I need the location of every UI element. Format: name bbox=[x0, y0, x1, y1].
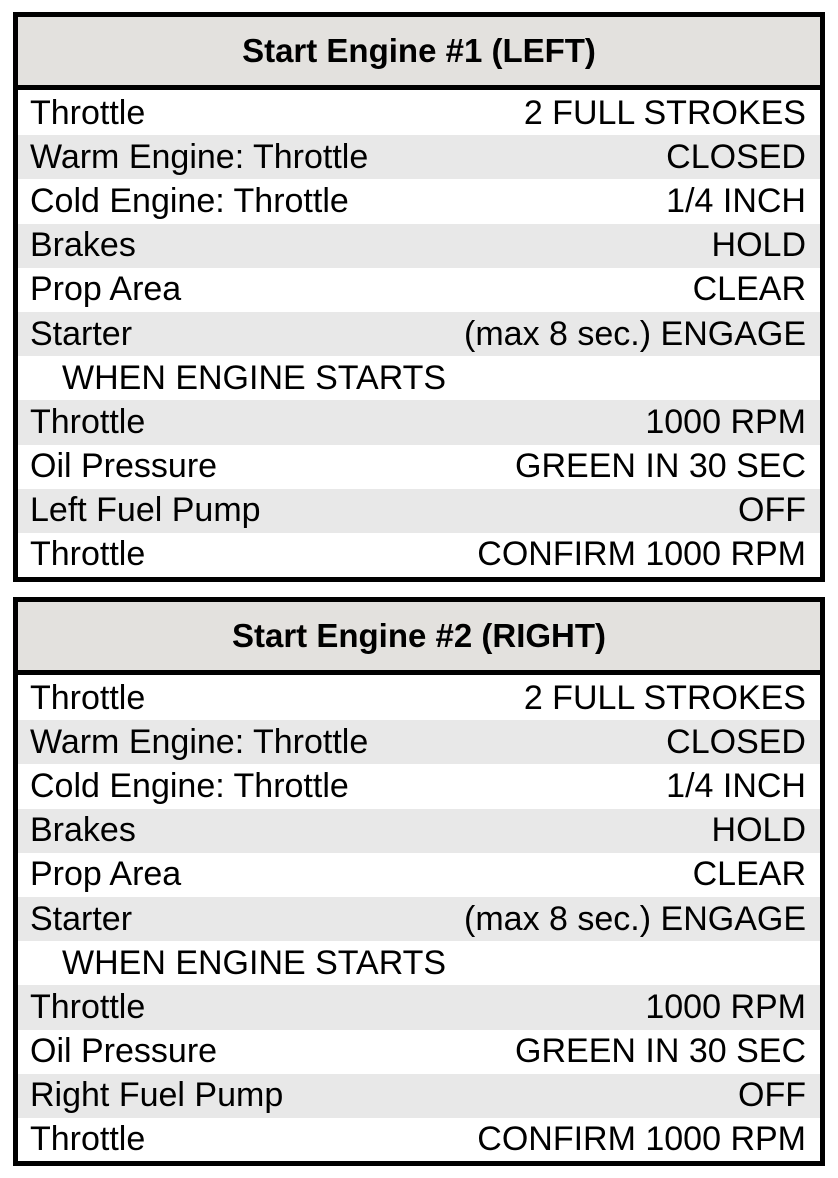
row-item: Prop Area bbox=[30, 270, 182, 309]
checklist-section-heading bbox=[18, 356, 820, 400]
row-item: Cold Engine: Throttle bbox=[30, 766, 349, 805]
checklist-row bbox=[18, 676, 820, 720]
row-item: Brakes bbox=[30, 226, 136, 265]
checklist-row bbox=[18, 91, 820, 135]
row-item: Prop Area bbox=[30, 855, 182, 894]
row-item: Cold Engine: Throttle bbox=[30, 181, 349, 220]
row-value: CONFIRM 1000 RPM bbox=[477, 1120, 806, 1159]
row-value: CONFIRM 1000 RPM bbox=[477, 535, 806, 574]
checklist-row bbox=[18, 764, 820, 808]
checklist-row bbox=[18, 400, 820, 444]
row-item: Oil Pressure bbox=[30, 447, 218, 486]
row-value: 1000 RPM bbox=[645, 402, 806, 441]
checklist-row bbox=[18, 720, 820, 764]
checklist-rows bbox=[18, 90, 820, 577]
row-item: Starter bbox=[30, 899, 133, 938]
checklist-row bbox=[18, 135, 820, 179]
section-heading-text: WHEN ENGINE STARTS bbox=[62, 943, 447, 982]
row-value: 1/4 INCH bbox=[666, 181, 806, 220]
row-value: OFF bbox=[738, 1076, 806, 1115]
row-item: Throttle bbox=[30, 402, 146, 441]
row-value: 1/4 INCH bbox=[666, 766, 806, 805]
row-value: GREEN IN 30 SEC bbox=[515, 447, 806, 486]
row-value: CLEAR bbox=[692, 855, 806, 894]
checklist-row bbox=[18, 224, 820, 268]
checklist-row bbox=[18, 268, 820, 312]
checklist-row bbox=[18, 312, 820, 356]
row-value: 1000 RPM bbox=[645, 987, 806, 1026]
row-value: HOLD bbox=[711, 811, 806, 850]
checklist-row bbox=[18, 1074, 820, 1118]
row-value: CLEAR bbox=[692, 270, 806, 309]
row-item: Oil Pressure bbox=[30, 1032, 218, 1071]
checklist-row bbox=[18, 809, 820, 853]
row-value: (max 8 sec.) ENGAGE bbox=[464, 314, 806, 353]
row-item: Brakes bbox=[30, 811, 136, 850]
row-value: CLOSED bbox=[666, 722, 806, 761]
checklist-row bbox=[18, 445, 820, 489]
checklist-row bbox=[18, 1030, 820, 1074]
checklist-row bbox=[18, 179, 820, 223]
checklist-card-engine-2 bbox=[13, 597, 825, 1166]
row-item: Throttle bbox=[30, 535, 146, 574]
row-value: 2 FULL STROKES bbox=[523, 93, 806, 132]
checklist-section-heading bbox=[18, 941, 820, 985]
row-item: Right Fuel Pump bbox=[30, 1076, 284, 1115]
checklist-row bbox=[18, 489, 820, 533]
row-value: OFF bbox=[738, 491, 806, 530]
row-item: Warm Engine: Throttle bbox=[30, 722, 369, 761]
row-value: GREEN IN 30 SEC bbox=[515, 1032, 806, 1071]
row-item: Throttle bbox=[30, 678, 146, 717]
checklist-card-engine-1 bbox=[13, 12, 825, 582]
row-value: CLOSED bbox=[666, 137, 806, 176]
row-item: Left Fuel Pump bbox=[30, 491, 261, 530]
row-item: Starter bbox=[30, 314, 133, 353]
checklist-row bbox=[18, 853, 820, 897]
section-heading-text: WHEN ENGINE STARTS bbox=[62, 358, 447, 397]
checklist-row bbox=[18, 985, 820, 1029]
row-item: Throttle bbox=[30, 1120, 146, 1159]
row-value: 2 FULL STROKES bbox=[523, 678, 806, 717]
checklist-row bbox=[18, 533, 820, 577]
row-item: Throttle bbox=[30, 987, 146, 1026]
checklist-row bbox=[18, 897, 820, 941]
card-title: Start Engine #2 (RIGHT) bbox=[18, 602, 820, 675]
row-item: Throttle bbox=[30, 93, 146, 132]
card-title: Start Engine #1 (LEFT) bbox=[18, 17, 820, 90]
row-item: Warm Engine: Throttle bbox=[30, 137, 369, 176]
row-value: (max 8 sec.) ENGAGE bbox=[464, 899, 806, 938]
row-value: HOLD bbox=[711, 226, 806, 265]
checklist-rows bbox=[18, 675, 820, 1162]
checklist-row bbox=[18, 1118, 820, 1162]
